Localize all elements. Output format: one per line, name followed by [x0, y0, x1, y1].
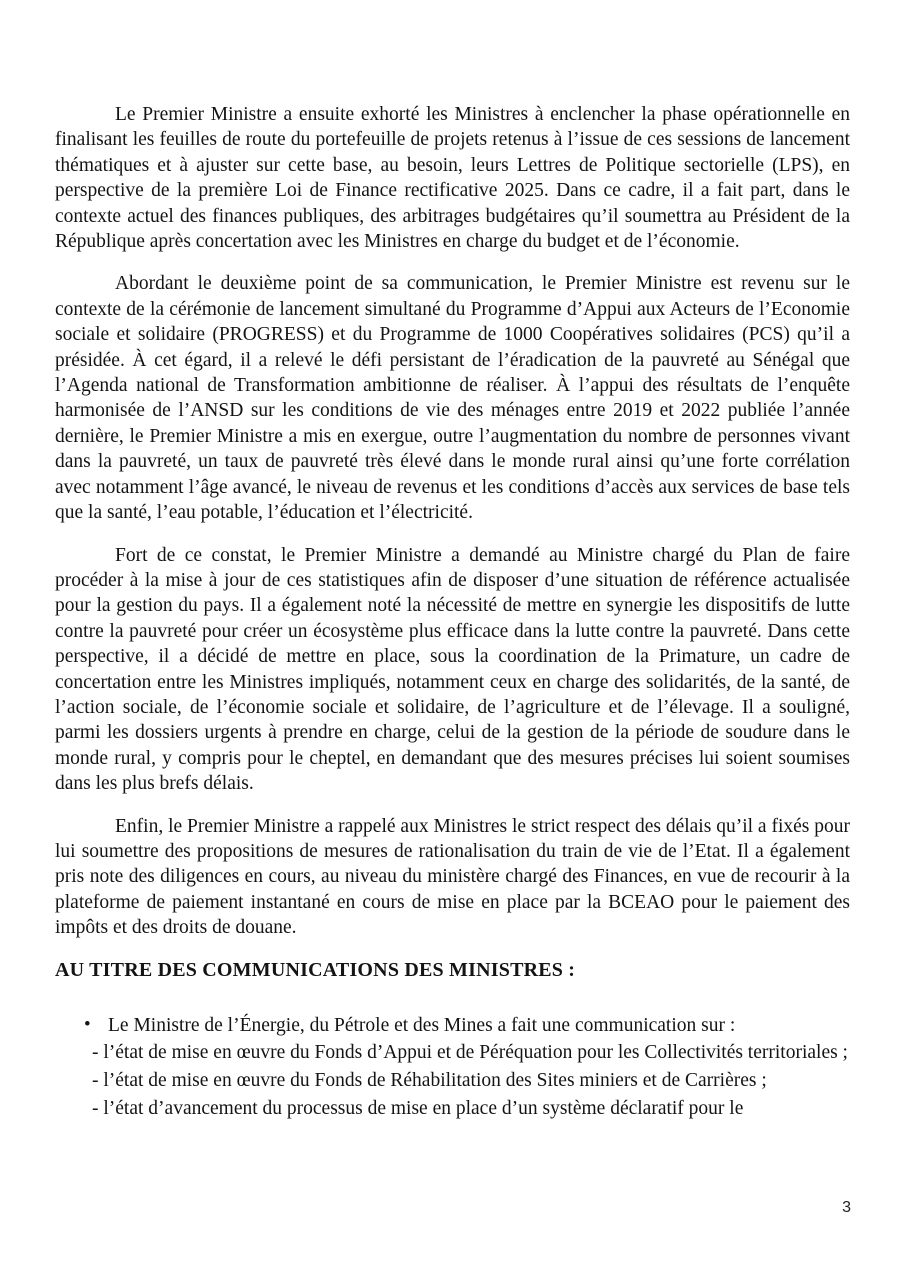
list-item-body — [84, 1013, 850, 1122]
sub-item-1: - l’état de mise en œuvre du Fonds d’Appui et de Péréquation pour les Collectivités territoriales ; — [92, 1042, 848, 1064]
section-heading: AU TITRE DES COMMUNICATIONS DES MINISTRES : — [55, 958, 576, 981]
list-item-intro: Le Ministre de l’Énergie, du Pétrole et des Mines a fait une communication sur : — [108, 1015, 736, 1036]
sub-item-2: - l’état de mise en œuvre du Fonds de Réhabilitation des Sites miniers et de Carrières ; — [92, 1070, 767, 1092]
paragraph-2: Abordant le deuxième point de sa communication, le Premier Ministre est revenu sur le contexte de la cérémonie de lancement simultané du Programme d’Appui aux Acteurs de l’Economie sociale et solidaire (PROGRESS) et du Programme de 1000 Coopératives solidaires (PCS) qu’il a présidée. À cet égard, il a relevé le défi persistant de l’éradication de la pauvreté au Sénégal que l’Agenda national de Transformation ambitionne de réaliser. À l’appui des résultats de l’enquête harmonisée de l’ANSD sur les conditions de vie des ménages entre 2019 et 2022 publiée l’année dernière, le Premier Ministre a mis en exergue, outre l’augmentation du nombre de personnes vivant dans la pauvreté, un taux de pauvreté très élevé dans le monde rural ainsi qu’une forte corrélation avec notamment l’âge avancé, le niveau de revenus et les conditions d’accès aux services de base tels que la santé, l’eau potable, l’éducation et l’électricité. — [55, 273, 850, 524]
paragraph-1: Le Premier Ministre a ensuite exhorté les Ministres à enclencher la phase opérationnelle en finalisant les feuilles de route du portefeuille de projets retenus à l’issue de ces sessions de lancement thématiques et à ajuster sur cette base, au besoin, leurs Lettres de Politique sectorielle (LPS), en perspective de la première Loi de Finance rectificative 2025. Dans ce cadre, il a fait part, dans le contexte actuel des finances publiques, des arbitrages budgétaires qu’il soumettra au Président de la République après concertation avec les Ministres en charge du budget et de l’économie. — [55, 104, 850, 253]
document-content — [55, 102, 850, 1122]
sub-item-3: - l’état d’avancement du processus de mise en place d’un système déclaratif pour le — [92, 1098, 744, 1120]
paragraph-4: Enfin, le Premier Ministre a rappelé aux Ministres le strict respect des délais qu’il a fixés pour lui soumettre des propositions de mesures de rationalisation du train de vie de l’Etat. Il a également pris note des diligences en cours, au niveau du ministère chargé des Finances, en vue de recourir à la plateforme de paiement instantané en cours de mise en place par la BCEAO pour le paiement des impôts et des droits de douane. — [55, 815, 850, 939]
paragraph-3: Fort de ce constat, le Premier Ministre a demandé au Ministre chargé du Plan de faire procéder à la mise à jour de ces statistiques afin de disposer d’une situation de référence actualisée pour la gestion du pays. Il a également noté la nécessité de mettre en synergie les dispositifs de lutte contre la pauvreté pour créer un écosystème plus efficace dans la lutte contre la pauvreté. Dans cette perspective, il a décidé de mettre en place, sous la coordination de la Primature, un cadre de concertation entre les Ministres impliqués, notamment ceux en charge des solidarités, de la santé, de l’action sociale, de l’économie sociale et solidaire, de l’agriculture et de l’élevage. Il a souligné, parmi les dossiers urgents à prendre en charge, celui de la gestion de la période de soudure dans le monde rural, y compris pour le cheptel, en demandant que des mesures précises lui soient soumises dans les plus brefs délais. — [55, 544, 850, 795]
page-number: 3 — [842, 1199, 851, 1216]
bullet-icon: • — [84, 1014, 91, 1035]
list-item-minister-communication — [84, 1013, 850, 1122]
